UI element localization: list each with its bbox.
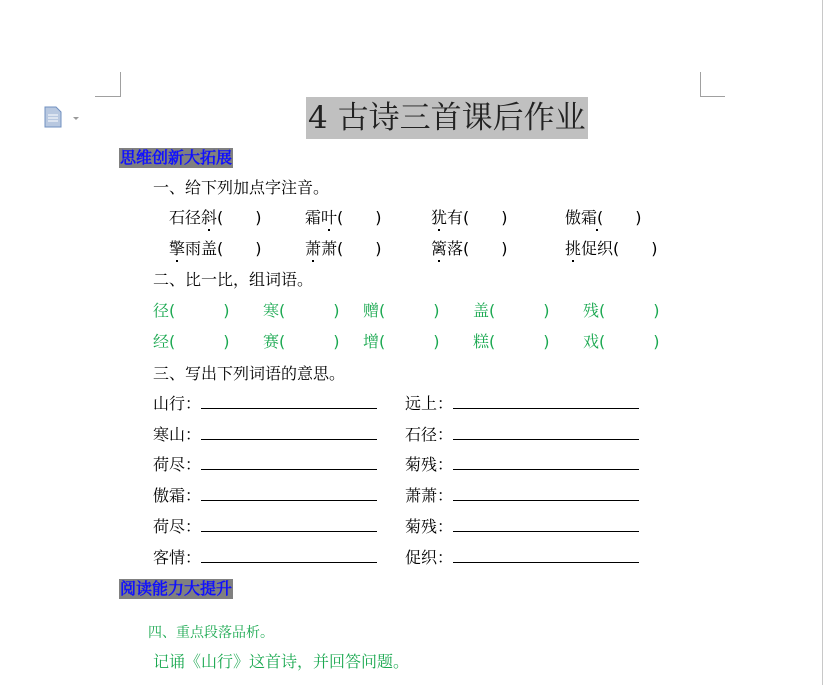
answer-blank[interactable]: [453, 486, 639, 501]
compare-word-item: 残( ): [583, 301, 660, 320]
item-text: ( ): [217, 208, 262, 227]
definition-item: [153, 486, 377, 506]
dotted-character: 斜: [201, 208, 218, 227]
pinyin-item: [305, 239, 382, 259]
answer-blank[interactable]: [201, 425, 377, 440]
item-text: 促织( ): [581, 239, 658, 258]
margin-corner-mark: [700, 72, 701, 96]
definition-item: [153, 548, 377, 568]
margin-corner-mark: [700, 96, 725, 97]
definition-item: [405, 425, 639, 445]
definition-item: [153, 455, 377, 475]
question-1-heading: 一、给下列加点字注音。: [153, 178, 330, 197]
answer-blank[interactable]: [201, 486, 377, 501]
pinyin-item: [305, 208, 382, 228]
answer-blank[interactable]: [453, 455, 639, 470]
compare-word-item: 赠( ): [363, 301, 440, 320]
item-text: ( ): [597, 208, 642, 227]
compare-word-item: 经( ): [153, 332, 230, 351]
term-label: 促织：: [405, 547, 454, 567]
pinyin-item: [565, 239, 658, 259]
item-text: 落( ): [447, 239, 508, 258]
answer-blank[interactable]: [453, 425, 639, 440]
definition-item: [153, 517, 377, 537]
question-4-instruction: 记诵《山行》这首诗，并回答问题。: [153, 652, 410, 671]
question-2-heading: 二、比一比，组词语。: [153, 270, 314, 289]
term-label: 荷尽：: [153, 516, 202, 536]
term-label: 傲霜：: [153, 486, 202, 506]
term-label: 寒山：: [153, 424, 202, 444]
term-label: 山行：: [153, 394, 202, 413]
compare-word-item: 寒( ): [263, 301, 340, 320]
answer-blank[interactable]: [453, 394, 639, 409]
dotted-character: 犹: [431, 208, 448, 227]
compare-word-item: 盖( ): [473, 301, 550, 320]
term-label: 石径：: [405, 424, 454, 444]
definition-item: [405, 548, 639, 568]
term-label: 菊残：: [405, 455, 454, 475]
item-text: 石径: [169, 208, 202, 227]
section-heading-thinking: 思维创新大拓展: [120, 148, 233, 167]
pinyin-item: [169, 239, 262, 259]
term-label: 荷尽：: [153, 455, 202, 475]
dotted-character: 萧: [305, 239, 322, 258]
answer-blank[interactable]: [201, 394, 377, 409]
definition-item: [153, 394, 377, 414]
definition-item: [405, 517, 639, 537]
item-text: 萧( ): [321, 239, 382, 258]
definition-item: [405, 486, 639, 506]
answer-blank[interactable]: [201, 455, 377, 470]
item-text: 霜: [305, 208, 322, 227]
compare-word-item: 戏( ): [583, 332, 660, 351]
margin-corner-mark: [120, 72, 121, 96]
document-title: 4 古诗三首课后作业: [306, 97, 588, 139]
dotted-character: 叶: [321, 208, 338, 227]
answer-blank[interactable]: [453, 548, 639, 563]
dotted-character: 擎: [169, 239, 186, 258]
margin-corner-mark: [95, 96, 121, 97]
term-label: 远上：: [405, 394, 454, 413]
definition-item: [405, 394, 639, 414]
compare-word-item: 径( ): [153, 301, 230, 320]
answer-blank[interactable]: [201, 517, 377, 532]
answer-blank[interactable]: [453, 517, 639, 532]
dotted-character: 篱: [431, 239, 448, 258]
question-3-heading: 三、写出下列词语的意思。: [153, 364, 346, 383]
definition-item: [153, 425, 377, 445]
compare-word-item: 增( ): [363, 332, 440, 351]
definition-item: [405, 455, 639, 475]
term-label: 菊残：: [405, 516, 454, 536]
compare-word-item: 赛( ): [263, 332, 340, 351]
answer-blank[interactable]: [201, 548, 377, 563]
section-heading-reading: 阅读能力大提升: [120, 579, 233, 598]
pinyin-item: [169, 208, 262, 228]
question-4-heading: 四、重点段落品析。: [148, 625, 274, 641]
dotted-character: 挑: [565, 239, 582, 258]
compare-word-item: 糕( ): [473, 332, 550, 351]
term-label: 客情：: [153, 547, 202, 567]
page-right-edge: [822, 0, 823, 685]
item-text: 傲霜: [565, 208, 598, 227]
item-text: 有( ): [447, 208, 508, 227]
paste-options-icon[interactable]: [44, 106, 62, 128]
pinyin-item: [565, 208, 642, 228]
pinyin-item: [431, 239, 508, 259]
term-label: 萧萧：: [405, 486, 454, 506]
pinyin-item: [431, 208, 508, 228]
item-text: ( ): [337, 208, 382, 227]
item-text: 雨盖( ): [185, 239, 262, 258]
